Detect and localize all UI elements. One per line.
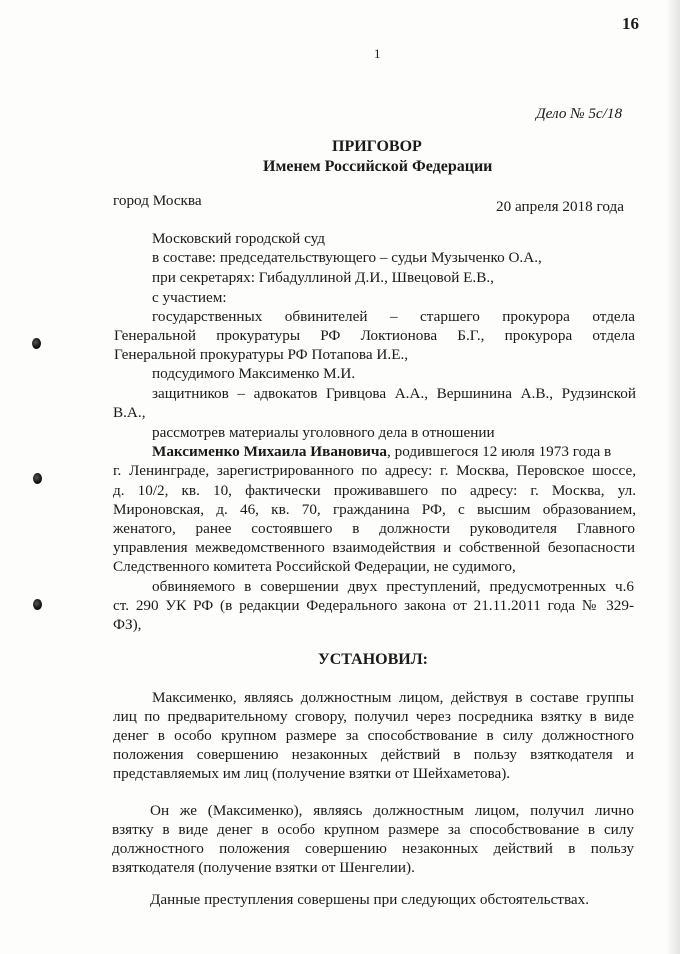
defendant-charge-line1: обвиняемого в совершении двух преступлений, предусмотренных ч.6: [152, 578, 634, 595]
defendant-line2: г. Ленинграде, зарегистрированного по адресу: г. Москва, Перовское шоссе,: [113, 462, 636, 479]
case-number: Дело № 5с/18: [536, 105, 623, 122]
defendant-charge-line3: ФЗ),: [113, 616, 142, 633]
court-name: Московский городской суд: [152, 230, 325, 247]
para2-line2: взятку в виде денег в особо крупном размере за способствование в силу: [112, 821, 634, 838]
court-defendant: подсудимого Максименко М.И.: [152, 365, 356, 382]
court-composition: в составе: председательствующего – судьи Музыченко О.А.,: [152, 249, 542, 266]
para1-line2: лиц по предварительному сговору, получил через посредника взятку в виде: [113, 708, 634, 725]
court-prosecutors-line3: Генеральной прокуратуры РФ Потапова И.Е.,: [114, 346, 409, 363]
para2-line4: взяткодателя (получение взятки от Шенгелии).: [112, 859, 415, 876]
city: город Москва: [113, 192, 202, 209]
established-heading: УСТАНОВИЛ:: [318, 651, 428, 668]
court-prosecutors-line1: государственных обвинителей – старшего прокурора отдела: [152, 308, 635, 325]
court-defenders-line1: защитников – адвокатов Гривцова А.А., Вершинина А.В., Рудзинской: [152, 385, 636, 402]
punch-hole-middle: [33, 473, 42, 484]
court-secretaries: при секретарях: Гибадуллиной Д.И., Швецовой Е.В.,: [152, 269, 494, 286]
para1-line1: Максименко, являясь должностным лицом, действуя в составе группы: [152, 689, 634, 706]
para1-line3: денег в особо крупном размере за способствование в силу должностного: [113, 727, 634, 744]
verdict-date: 20 апреля 2018 года: [496, 198, 624, 215]
document-subtitle: Именем Российской Федерации: [263, 158, 493, 175]
defendant-charge-line2: ст. 290 УК РФ (в редакции Федерального закона от 21.11.2011 года № 329-: [113, 597, 634, 614]
defendant-line3: д. 10/2, кв. 10, фактически проживавшего по адресу: г. Москва, ул.: [113, 482, 636, 499]
para2-line3: должностного положения совершению незаконных действий в пользу: [112, 840, 634, 857]
page-number: 1: [374, 46, 381, 61]
defendant-line6: управления межведомственного взаимодействия и собственной безопасности: [113, 539, 635, 556]
court-prosecutors-line2: Генеральной прокуратуры РФ Локтионова Б.Г., прокурора отдела: [114, 327, 635, 344]
punch-hole-top: [32, 338, 41, 349]
defendant-line1: [152, 442, 611, 461]
sheet-number: 16: [622, 14, 639, 33]
defendant-line5: женатого, ранее состоявшего в должности руководителя Главного: [113, 520, 635, 537]
court-defenders-line2: В.А.,: [113, 404, 146, 421]
court-participation: с участием:: [152, 289, 227, 306]
defendant-line7: Следственного комитета Российской Федерации, не судимого,: [113, 558, 516, 575]
para2-line1: Он же (Максименко), являясь должностным лицом, получил лично: [150, 802, 634, 819]
court-case-materials: рассмотрев материалы уголовного дела в отношении: [152, 424, 495, 441]
para3-line1: Данные преступления совершены при следующих обстоятельствах.: [150, 891, 590, 908]
defendant-line4: Мироновская, д. 46, кв. 70, гражданина РФ, с высшим образованием,: [113, 501, 636, 518]
document-title: ПРИГОВОР: [332, 138, 422, 155]
defendant-birth: , родившегося 12 июля 1973 года в: [387, 443, 612, 460]
para1-line4: положения совершению незаконных действий в пользу взяткодателя и: [113, 746, 634, 763]
punch-hole-bottom: [33, 599, 42, 610]
defendant-name: Максименко Михаила Ивановича: [152, 443, 387, 460]
para1-line5: представляемых им лиц (получение взятки от Шейхаметова).: [113, 765, 511, 782]
